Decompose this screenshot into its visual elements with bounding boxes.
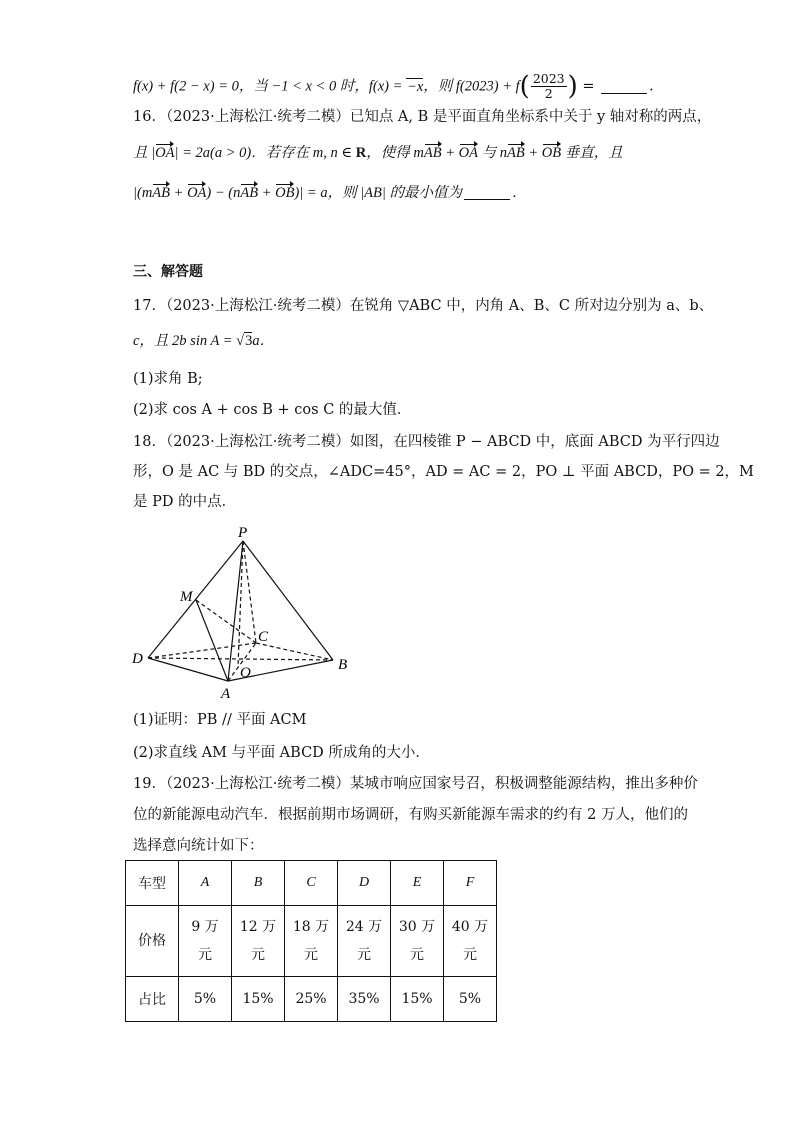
q15-sqrt: −x [407,78,424,95]
pyramid-figure [128,523,368,703]
model-cell: F [444,861,497,906]
vector-ab: AB [240,185,259,201]
model-cell: E [391,861,444,906]
model-cell: C [285,861,338,906]
edge-pb [243,541,333,660]
q15-condition: f(x) + f(2 − x) = 0，当 −1 < x < 0 时，f(x) = [133,78,407,95]
share-cell: 25% [285,977,338,1022]
q16-number: 16． [133,109,166,125]
q19-table [125,860,497,1022]
model-cell: A [179,861,232,906]
vector-ob: OB [275,185,295,201]
vector-ab: AB [506,145,525,161]
row-label: 价格 [126,906,179,977]
label-b: B [338,657,348,673]
price-cell: 18 万 元 [285,906,338,977]
share-cell: 35% [338,977,391,1022]
share-cell: 5% [179,977,232,1022]
q19-line-3: 选择意向统计如下： [133,838,264,854]
q19-line-2: 位的新能源电动汽车．根据前期市场调研，有购买新能源车需求的约有 2 万人，他们的 [133,807,688,823]
edge-da [148,658,228,681]
section-title: 三、解答题 [133,264,203,280]
model-cell: D [338,861,391,906]
vector-ob: OB [541,145,562,161]
edge-pd [148,541,243,658]
label-d: D [132,651,143,667]
real-set-symbol: R [355,145,367,161]
label-c: C [258,629,269,645]
row-label: 占比 [126,977,179,1022]
model-cell: B [232,861,285,906]
label-p: P [238,525,248,541]
q18-part-1: (1)证明：PB // 平面 ACM [133,712,307,728]
row-label: 车型 [126,861,179,906]
q17-number: 17． [133,298,166,314]
q18-text-1: 如图，在四棱锥 P − ABCD 中，底面 ABCD 为平行四边 [349,434,720,450]
q17-part-2: (2)求 cos A + cos B + cos C 的最大值． [133,402,412,418]
q18-part-2: (2)求直线 AM 与平面 ABCD 所成角的大小． [133,745,430,761]
label-a: A [221,686,231,702]
q19-line-1 [133,774,698,794]
q18-line-3: 是 PD 的中点． [133,494,237,510]
q16-source: （2023·上海松江·统考二模） [165,109,350,125]
edge-db [148,658,333,660]
q19-number: 19． [133,776,166,792]
q18-source: （2023·上海松江·统考二模） [165,434,350,450]
q17-source: （2023·上海松江·统考二模） [165,298,350,314]
q16-line-1 [133,107,711,127]
q15-tail-line: f(x) + f(2 − x) = 0，当 −1 < x < 0 时，f(x) = −x，则 f(2023) + f( $\frac{2023}{2}$ ) = . [133,71,654,102]
table-row-model [126,861,497,906]
q16-line-2: 且 |OA| = 2a(a > 0)．若存在 m, n ∈ R，使得 mAB + OA 与 nAB + OB 垂直，且 [133,145,623,161]
q15-answer-blank [601,79,647,94]
price-cell: 30 万 元 [391,906,444,977]
q18-number: 18． [133,434,166,450]
q15-fraction: $\frac{2023}{2}$ [532,71,565,101]
q16-text-1: 已知点 A, B 是平面直角坐标系中关于 y 轴对称的两点， [349,109,712,125]
price-cell: 40 万 元 [444,906,497,977]
price-cell: 12 万 元 [232,906,285,977]
q19-text-1: 某城市响应国家号召，积极调整能源结构，推出多种价 [349,776,698,792]
q17-sqrt: 3 [245,333,253,349]
q17-part-1: (1)求角 B; [133,371,203,387]
vector-oa: OA [155,145,175,161]
edge-ma [196,600,228,681]
q17-line-2: c，且 2b sin A = √3a． [133,333,275,349]
q18-line-2: 形，O 是 AC 与 BD 的交点，∠ADC=45°，AD = AC = 2，PO ⊥ 平面 ABCD，PO = 2，M [133,464,754,480]
vector-oa: OA [458,145,478,161]
share-cell: 15% [232,977,285,1022]
edge-dc [148,643,256,658]
vector-oa: OA [187,185,207,201]
vector-ab: AB [152,185,171,201]
share-cell: 15% [391,977,444,1022]
price-cell: 24 万 元 [338,906,391,977]
q19-source: （2023·上海松江·统考二模） [165,776,350,792]
price-cell: 9 万 元 [179,906,232,977]
label-m: M [180,589,193,605]
label-o: O [240,665,251,681]
table-row-price [126,906,497,977]
q18-line-1 [133,432,720,452]
q15-ask: ，则 f(2023) + f [423,78,520,95]
q17-text-1: 在锐角 ▽ABC 中，内角 A、B、C 所对边分别为 a、b、 [349,298,714,314]
vector-ab: AB [423,145,442,161]
q16-line-3: |(mAB + OA) − (nAB + OB)| = a，则 |AB| 的最小值为 ． [133,185,527,201]
table-row-share [126,977,497,1022]
share-cell: 5% [444,977,497,1022]
q16-answer-blank [464,185,510,200]
q17-line-1 [133,296,713,316]
